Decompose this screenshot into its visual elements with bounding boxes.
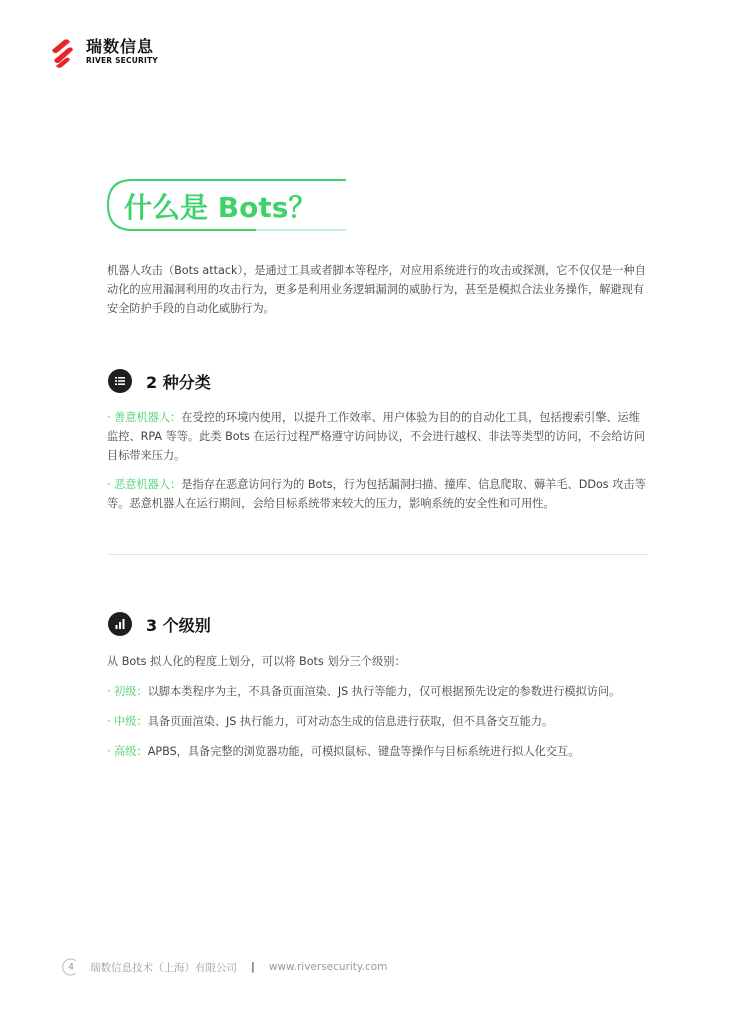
malicious-bots-label: · 恶意机器人： — [107, 478, 182, 491]
level-advanced-text: APBS，具备完整的浏览器功能，可模拟鼠标、键盘等操作与目标系统进行拟人化交互。 — [147, 745, 580, 758]
section-levels-header — [108, 612, 211, 636]
levels-intro: 从 Bots 拟人化的程度上划分，可以将 Bots 划分三个级别： — [107, 655, 406, 668]
title-frame — [106, 178, 346, 232]
benign-bots-text: 在受控的环境内使用，以提升工作效率、用户体验为目的的自动化工具，包括搜索引擎、运维监控、RPA 等等。此类 Bots 在运行过程严格遵守访问协议，不会进行越权、非法等类型的访问，不会给访问目标带来压力。 — [107, 411, 645, 462]
malicious-bots-paragraph — [107, 475, 647, 513]
benign-bots-paragraph — [107, 408, 647, 465]
level-intermediate-label: · 中级： — [107, 715, 148, 728]
page-number — [62, 958, 80, 976]
footer-company: 瑞数信息技术（上海）有限公司 — [90, 961, 237, 974]
section-classification-title: 2 种分类 — [146, 372, 211, 392]
list-icon — [108, 369, 132, 393]
footer-url[interactable]: www.riversecurity.com — [268, 961, 388, 973]
level-intermediate-text: 具备页面渲染、JS 执行能力，可对动态生成的信息进行获取，但不具备交互能力。 — [147, 715, 554, 728]
intro-paragraph: 机器人攻击（Bots attack），是通过工具或者脚本等程序，对应用系统进行的攻击或探测，它不仅仅是一种自动化的应用漏洞利用的攻击行为，更多是利用业务逻辑漏洞的威胁行为，甚至是模拟合法业务操作，解避现有安全防护手段的自动化威胁行为。 — [107, 264, 646, 315]
page-number-text: 4 — [67, 961, 75, 973]
page-title: 什么是 Bots？ — [124, 191, 317, 224]
brand-logo — [46, 36, 158, 68]
section-levels-title: 3 个级别 — [146, 615, 211, 635]
malicious-bots-text: 是指存在恶意访问行为的 Bots，行为包括漏洞扫描、撞库、信息爬取、薅羊毛、DDos 攻击等等。恶意机器人在运行期间，会给目标系统带来较大的压力，影响系统的安全性和可用性。 — [107, 478, 646, 510]
level-advanced-label: · 高级： — [107, 745, 148, 758]
bar-chart-icon — [108, 612, 132, 636]
level-intermediate — [107, 712, 647, 731]
brand-name-en: RIVER SECURITY — [86, 56, 158, 65]
page-footer — [62, 958, 387, 976]
section-classification-header — [108, 369, 211, 393]
brand-name-cn: 瑞数信息 — [86, 37, 155, 56]
level-advanced — [107, 742, 647, 761]
level-basic-text: 以脚本类程序为主，不具备页面渲染、JS 执行等能力，仅可根据预先设定的参数进行模拟访问。 — [147, 685, 621, 698]
level-basic — [107, 682, 647, 701]
logo-mark-icon — [46, 36, 78, 68]
level-basic-label: · 初级： — [107, 685, 148, 698]
benign-bots-label: · 善意机器人： — [107, 411, 182, 424]
footer-separator: | — [251, 961, 255, 973]
section-divider — [108, 554, 648, 555]
